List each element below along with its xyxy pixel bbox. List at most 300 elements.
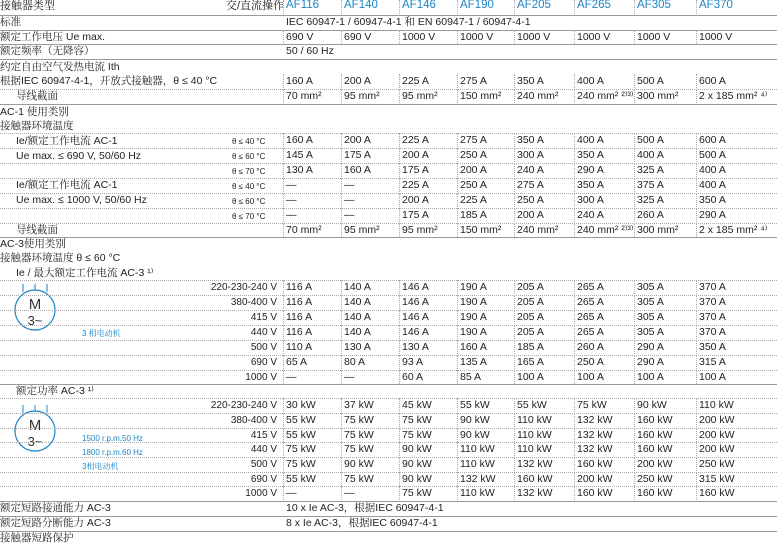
column-divider: [634, 398, 635, 412]
table-cell: 160 A: [286, 75, 313, 87]
column-divider: [696, 280, 697, 294]
table-cell: —: [344, 487, 355, 499]
table-cell: 165 A: [517, 356, 544, 368]
table-cell: 146 A: [402, 296, 429, 308]
column-divider: [696, 178, 697, 192]
voltage-label: 380-400 V: [230, 415, 277, 426]
table-cell: 110 kW: [460, 458, 495, 470]
column-divider: [457, 370, 458, 384]
table-cell: 305 A: [637, 296, 664, 308]
table-cell: 185 A: [460, 209, 487, 221]
table-cell: 132 kW: [577, 414, 613, 426]
table-cell: 90 kW: [637, 399, 667, 411]
column-divider: [634, 208, 635, 222]
table-cell: 110 kW: [517, 443, 552, 455]
table-cell: 300 A: [577, 194, 604, 206]
column-divider: [399, 148, 400, 162]
table-cell: 1000 V: [637, 31, 671, 43]
column-divider: [696, 295, 697, 309]
column-divider: [399, 163, 400, 177]
voltage-label: 220-230-240 V: [210, 282, 277, 293]
column-divider: [574, 486, 575, 500]
column-divider: [514, 428, 515, 442]
power-note-2: 1800 r.p.m.60 Hz: [82, 448, 143, 457]
column-divider: [634, 74, 635, 88]
table-cell: 75 kW: [344, 443, 374, 455]
ac1-group1-label-1: Ie/额定工作电流 AC-1: [16, 135, 118, 147]
table-cell: 75 kW: [577, 399, 607, 411]
wire-label: 导线截面: [16, 90, 58, 102]
voltage-label: 500 V: [250, 342, 277, 353]
table-cell: 350 A: [517, 75, 544, 87]
column-divider: [634, 325, 635, 339]
voltage-label: 220-230-240 V: [210, 400, 277, 411]
column-divider: [341, 310, 342, 324]
table-cell: 500 A: [637, 75, 664, 87]
table-cell: 260 A: [637, 209, 664, 221]
column-divider: [341, 163, 342, 177]
column-divider: [574, 413, 575, 427]
column-divider: [399, 325, 400, 339]
table-cell: 75 kW: [402, 429, 432, 441]
column-divider: [696, 208, 697, 222]
table-cell: 90 kW: [460, 429, 490, 441]
table-cell: 240 mm² ²⁾³⁾: [577, 224, 634, 236]
table-cell: 400 A: [699, 164, 726, 176]
column-divider: [283, 280, 284, 294]
column-divider: [399, 193, 400, 207]
table-cell: 400 A: [699, 179, 726, 191]
column-divider: [696, 325, 697, 339]
table-cell: 250 A: [460, 149, 487, 161]
column-divider: [514, 370, 515, 384]
ac1-group2-label-2: Ue max. ≤ 1000 V, 50/60 Hz: [16, 194, 147, 206]
table-cell: —: [286, 209, 297, 221]
column-divider: [283, 148, 284, 162]
column-divider: [574, 398, 575, 412]
column-divider: [341, 223, 342, 237]
svg-text:3~: 3~: [27, 434, 43, 449]
table-cell: 500 A: [699, 149, 726, 161]
column-divider: [514, 178, 515, 192]
column-divider: [574, 208, 575, 222]
column-divider: [574, 74, 575, 88]
voltage-label: 380-400 V: [230, 297, 277, 308]
column-divider: [514, 133, 515, 147]
column-divider: [341, 148, 342, 162]
table-cell: 190 A: [460, 296, 487, 308]
table-cell: 225 A: [402, 134, 429, 146]
column-divider: [341, 0, 342, 14]
column-divider: [574, 310, 575, 324]
table-cell: 190 A: [460, 311, 487, 323]
table-cell: 200 A: [344, 134, 371, 146]
row-divider: [0, 384, 777, 385]
column-divider: [696, 193, 697, 207]
column-divider: [399, 89, 400, 103]
table-cell: 146 A: [402, 281, 429, 293]
column-divider: [574, 30, 575, 44]
table-cell: 45 kW: [402, 399, 432, 411]
table-cell: 400 A: [637, 149, 664, 161]
column-divider: [283, 413, 284, 427]
table-cell: 175 A: [402, 209, 429, 221]
temperature-label: θ ≤ 70 °C: [232, 212, 266, 221]
table-cell: 200 kW: [577, 473, 613, 485]
column-divider: [399, 472, 400, 486]
table-cell: —: [286, 487, 297, 499]
column-divider: [514, 30, 515, 44]
table-cell: 205 A: [517, 326, 544, 338]
column-divider: [341, 472, 342, 486]
column-divider: [574, 178, 575, 192]
thermal-label-1: 约定自由空气发热电流 Ith: [0, 61, 120, 73]
ac1-group2-label-1: Ie/额定工作电流 AC-1: [16, 179, 118, 191]
table-cell: 70 mm²: [286, 90, 322, 102]
ac3-current-label: Ie / 最大额定工作电流 AC-3 ¹⁾: [16, 267, 154, 279]
table-cell: 370 A: [699, 311, 726, 323]
table-cell: 80 A: [344, 356, 366, 368]
column-divider: [399, 457, 400, 471]
table-cell: 90 kW: [402, 458, 432, 470]
table-cell: 200 A: [402, 149, 429, 161]
voltage-label: 440 V: [250, 327, 277, 338]
table-cell: 370 A: [699, 281, 726, 293]
column-divider: [399, 0, 400, 14]
table-cell: 250 kW: [699, 458, 735, 470]
table-cell: 95 mm²: [402, 90, 438, 102]
rated-voltage-label: 额定工作电压 Ue max.: [0, 31, 106, 43]
table-cell: 1000 V: [699, 31, 733, 43]
column-divider: [634, 370, 635, 384]
row-divider: [0, 531, 777, 532]
temperature-label: θ ≤ 40 °C: [232, 182, 266, 191]
column-divider: [457, 355, 458, 369]
table-cell: 130 A: [402, 341, 429, 353]
table-cell: 600 A: [699, 134, 726, 146]
table-cell: 290 A: [577, 164, 604, 176]
column-divider: [696, 340, 697, 354]
table-cell: 260 A: [577, 341, 604, 353]
column-divider: [457, 74, 458, 88]
column-divider: [696, 133, 697, 147]
column-divider: [457, 486, 458, 500]
column-divider: [574, 89, 575, 103]
table-cell: 290 A: [637, 356, 664, 368]
table-cell: 160 kW: [577, 487, 613, 499]
table-cell: 150 mm²: [460, 224, 502, 236]
column-divider: [341, 486, 342, 500]
column-divider: [457, 310, 458, 324]
table-cell: 132 kW: [460, 473, 496, 485]
column-divider: [341, 295, 342, 309]
column-divider: [283, 370, 284, 384]
table-cell: 55 kW: [286, 429, 316, 441]
table-cell: 75 kW: [344, 429, 374, 441]
column-divider: [514, 340, 515, 354]
column-divider: [399, 442, 400, 456]
table-cell: 75 kW: [344, 414, 374, 426]
column-divider: [341, 355, 342, 369]
column-divider: [574, 428, 575, 442]
table-cell: 55 kW: [286, 414, 316, 426]
table-cell: 265 A: [577, 281, 604, 293]
table-cell: 240 mm²: [517, 90, 559, 102]
table-cell: 140 A: [344, 281, 371, 293]
table-cell: 690 V: [286, 31, 314, 43]
model-header: AF146: [402, 0, 436, 11]
table-cell: 305 A: [637, 281, 664, 293]
table-cell: 100 A: [577, 371, 604, 383]
model-header: AF190: [460, 0, 494, 11]
column-divider: [399, 428, 400, 442]
column-divider: [457, 442, 458, 456]
column-divider: [341, 370, 342, 384]
temperature-label: θ ≤ 60 °C: [232, 197, 266, 206]
column-divider: [634, 89, 635, 103]
column-divider: [696, 0, 697, 14]
column-divider: [514, 472, 515, 486]
column-divider: [514, 208, 515, 222]
column-divider: [574, 355, 575, 369]
table-cell: 60 A: [402, 371, 424, 383]
column-divider: [634, 472, 635, 486]
row-divider: [0, 237, 777, 238]
table-cell: —: [286, 371, 297, 383]
table-cell: 140 A: [344, 326, 371, 338]
table-cell: 350 A: [517, 134, 544, 146]
rated-frequency-value: 50 / 60 Hz: [286, 45, 334, 57]
temperature-label: θ ≤ 70 °C: [232, 167, 266, 176]
table-cell: 350 A: [577, 149, 604, 161]
column-divider: [634, 428, 635, 442]
table-cell: 190 A: [460, 326, 487, 338]
table-cell: 350 A: [699, 194, 726, 206]
column-divider: [457, 178, 458, 192]
model-header: AF116: [286, 0, 320, 11]
table-cell: 225 A: [402, 179, 429, 191]
column-divider: [341, 74, 342, 88]
column-divider: [283, 428, 284, 442]
column-divider: [283, 0, 284, 14]
column-divider: [283, 89, 284, 103]
thermal-label-2: 根据IEC 60947-4-1，开放式接触器，θ ≤ 40 °C: [0, 75, 218, 87]
ac1-group1-label-2: Ue max. ≤ 690 V, 50/60 Hz: [16, 150, 142, 162]
column-divider: [634, 442, 635, 456]
column-divider: [574, 0, 575, 14]
table-cell: 93 A: [402, 356, 424, 368]
table-cell: 175 A: [344, 149, 371, 161]
column-divider: [696, 486, 697, 500]
table-cell: 160 kW: [637, 414, 673, 426]
column-divider: [457, 163, 458, 177]
column-divider: [399, 310, 400, 324]
table-cell: 200 A: [517, 209, 544, 221]
column-divider: [341, 442, 342, 456]
table-cell: 250 A: [517, 194, 544, 206]
column-divider: [514, 89, 515, 103]
column-divider: [457, 223, 458, 237]
table-cell: 95 mm²: [402, 224, 438, 236]
column-divider: [399, 30, 400, 44]
temperature-label: θ ≤ 40 °C: [232, 137, 266, 146]
operation-label: 交/直流操作: [226, 0, 285, 12]
table-cell: 65 A: [286, 356, 308, 368]
column-divider: [574, 370, 575, 384]
column-divider: [399, 398, 400, 412]
table-cell: 146 A: [402, 311, 429, 323]
column-divider: [399, 340, 400, 354]
column-divider: [696, 310, 697, 324]
breaking-label: 额定短路分断能力 AC-3: [0, 517, 111, 529]
column-divider: [341, 133, 342, 147]
table-cell: 160 kW: [637, 443, 673, 455]
column-divider: [457, 413, 458, 427]
ac3-power-label: 额定功率 AC-3 ¹⁾: [16, 385, 94, 397]
column-divider: [341, 208, 342, 222]
column-divider: [283, 74, 284, 88]
column-divider: [634, 486, 635, 500]
column-divider: [634, 30, 635, 44]
table-cell: 375 A: [637, 179, 664, 191]
table-cell: 95 mm²: [344, 90, 380, 102]
column-divider: [341, 30, 342, 44]
model-header: AF140: [344, 0, 378, 11]
table-cell: 175 A: [402, 164, 429, 176]
header-label: 接触器类型: [0, 0, 55, 12]
table-cell: 250 kW: [637, 473, 673, 485]
model-header: AF265: [577, 0, 611, 11]
table-cell: 140 A: [344, 311, 371, 323]
table-cell: 160 kW: [577, 458, 613, 470]
table-cell: 500 A: [637, 134, 664, 146]
table-cell: 110 kW: [517, 414, 552, 426]
column-divider: [283, 310, 284, 324]
table-cell: 275 A: [460, 134, 487, 146]
table-cell: 130 A: [286, 164, 313, 176]
column-divider: [634, 223, 635, 237]
column-divider: [696, 223, 697, 237]
row-divider: [0, 44, 777, 45]
column-divider: [283, 398, 284, 412]
table-cell: 400 A: [577, 134, 604, 146]
power-note-3: 3相电动机: [82, 462, 119, 471]
table-cell: 55 kW: [517, 399, 547, 411]
column-divider: [457, 428, 458, 442]
column-divider: [283, 163, 284, 177]
table-cell: 140 A: [344, 296, 371, 308]
column-divider: [514, 398, 515, 412]
table-cell: 275 A: [517, 179, 544, 191]
column-divider: [399, 370, 400, 384]
table-cell: 240 mm² ²⁾³⁾: [577, 90, 634, 102]
table-cell: 240 A: [517, 164, 544, 176]
column-divider: [696, 89, 697, 103]
standard-label: 标准: [0, 16, 21, 28]
table-cell: 370 A: [699, 326, 726, 338]
making-value: 10 x Ie AC-3，根据IEC 60947-4-1: [286, 502, 444, 514]
short-circuit-protection-label: 接触器短路保护: [0, 532, 74, 544]
table-cell: 1000 V: [517, 31, 551, 43]
column-divider: [399, 486, 400, 500]
column-divider: [696, 355, 697, 369]
table-cell: 600 A: [699, 75, 726, 87]
model-header: AF370: [699, 0, 733, 11]
column-divider: [457, 472, 458, 486]
table-cell: 325 A: [637, 164, 664, 176]
table-cell: 200 A: [460, 164, 487, 176]
column-divider: [574, 193, 575, 207]
column-divider: [514, 74, 515, 88]
column-divider: [634, 413, 635, 427]
column-divider: [574, 163, 575, 177]
table-cell: 100 A: [699, 371, 726, 383]
ac1-title: AC-1 使用类别: [0, 106, 69, 118]
table-cell: 350 A: [699, 341, 726, 353]
column-divider: [574, 472, 575, 486]
table-cell: 110 kW: [699, 399, 734, 411]
voltage-label: 415 V: [250, 430, 277, 441]
table-cell: 300 mm²: [637, 90, 679, 102]
power-note-1: 1500 r.p.m.50 Hz: [82, 434, 143, 443]
table-cell: 75 kW: [402, 414, 432, 426]
column-divider: [696, 74, 697, 88]
column-divider: [634, 355, 635, 369]
table-cell: 135 A: [460, 356, 487, 368]
table-cell: 75 kW: [286, 443, 316, 455]
table-cell: 290 A: [699, 209, 726, 221]
standard-value: IEC 60947-1 / 60947-4-1 和 EN 60947-1 / 60947-4-1: [286, 16, 531, 28]
motor-note: 3 相电动机: [82, 329, 121, 338]
column-divider: [399, 178, 400, 192]
table-cell: 160 kW: [637, 429, 673, 441]
temperature-label: θ ≤ 60 °C: [232, 152, 266, 161]
table-cell: 146 A: [402, 326, 429, 338]
table-cell: 37 kW: [344, 399, 374, 411]
making-label: 额定短路接通能力 AC-3: [0, 502, 111, 514]
column-divider: [341, 398, 342, 412]
column-divider: [634, 295, 635, 309]
table-cell: 305 A: [637, 326, 664, 338]
column-divider: [634, 193, 635, 207]
column-divider: [399, 208, 400, 222]
column-divider: [634, 310, 635, 324]
column-divider: [696, 472, 697, 486]
column-divider: [514, 295, 515, 309]
column-divider: [283, 178, 284, 192]
column-divider: [283, 133, 284, 147]
table-cell: 85 A: [460, 371, 482, 383]
table-cell: 70 mm²: [286, 224, 322, 236]
column-divider: [341, 178, 342, 192]
table-cell: 225 A: [402, 75, 429, 87]
column-divider: [514, 355, 515, 369]
column-divider: [283, 30, 284, 44]
column-divider: [457, 340, 458, 354]
column-divider: [399, 223, 400, 237]
column-divider: [574, 325, 575, 339]
column-divider: [514, 163, 515, 177]
table-cell: 290 A: [637, 341, 664, 353]
column-divider: [634, 163, 635, 177]
rated-frequency-label: 额定频率（无降容）: [0, 45, 95, 57]
table-cell: 1000 V: [577, 31, 611, 43]
table-cell: 2 x 185 mm² ⁴⁾: [699, 90, 768, 102]
column-divider: [283, 457, 284, 471]
table-cell: 110 kW: [460, 487, 495, 499]
table-cell: 1000 V: [402, 31, 436, 43]
column-divider: [574, 223, 575, 237]
